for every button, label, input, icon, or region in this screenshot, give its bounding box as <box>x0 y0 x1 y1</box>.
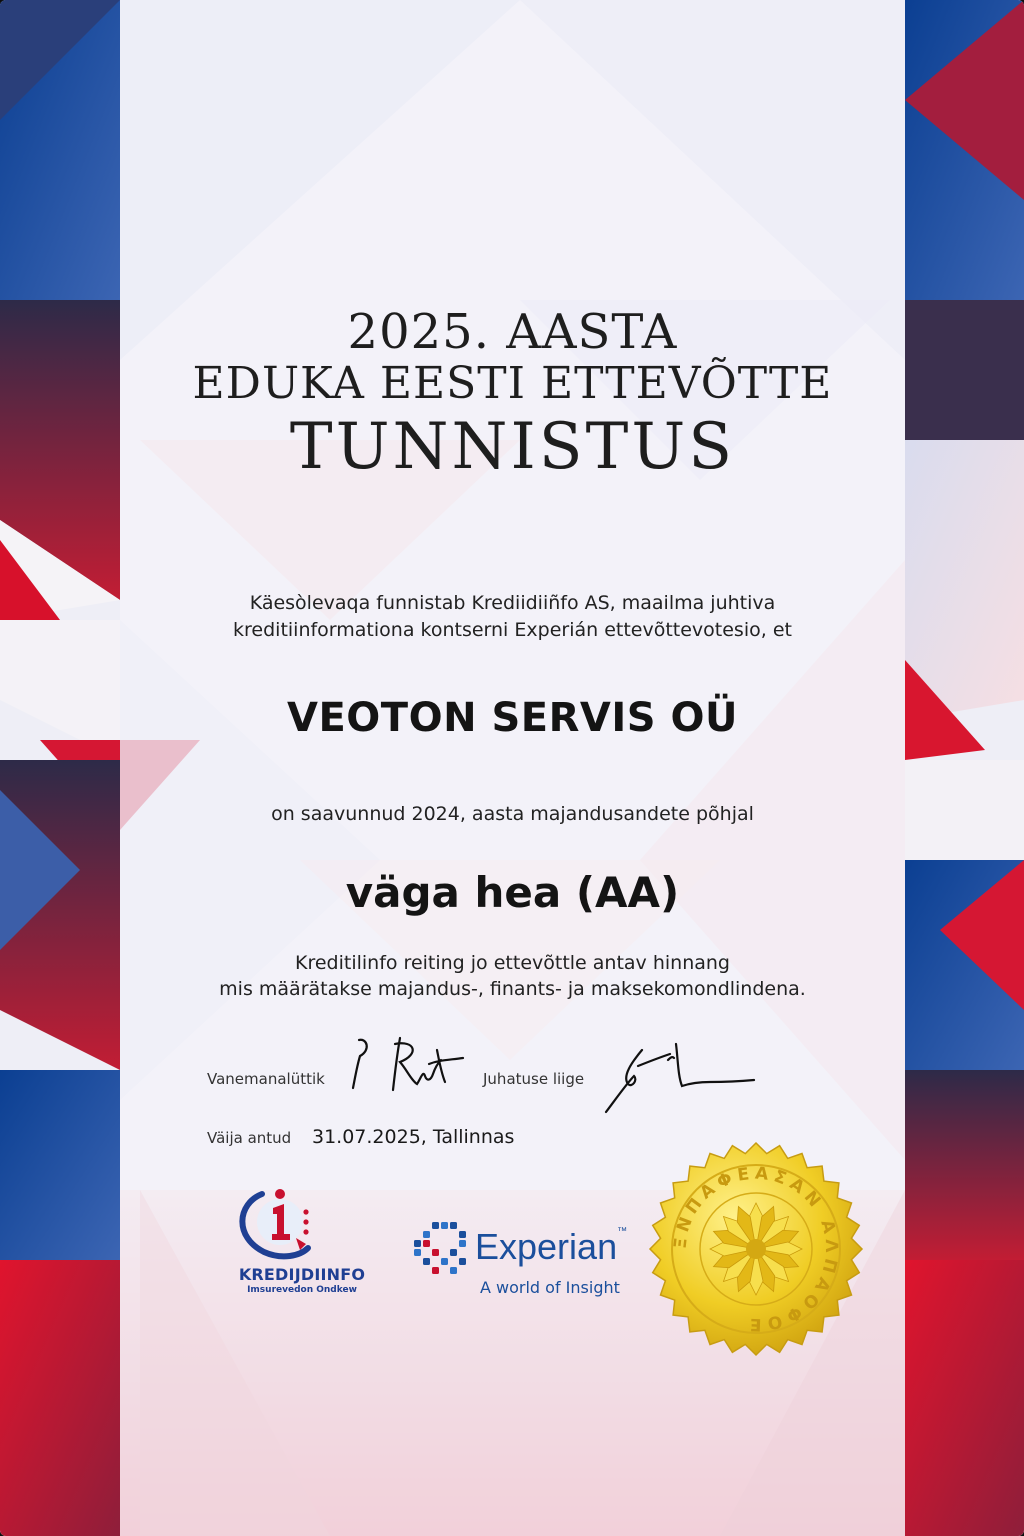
rating-text: väga hea (AA) <box>345 868 680 917</box>
title-subject: EDUKA EESTI ETTEVÕTTE <box>192 358 833 409</box>
intro-line-1: Käesòlevaqa funnistab Krediidiiñfo AS, maailma juhtiva <box>249 592 776 614</box>
title-certificate: TUNNISTUS <box>289 410 736 484</box>
seal-cornflower <box>710 1203 802 1295</box>
kredit-logo-subtitle: Imsurevedon Ondkew <box>247 1285 357 1295</box>
kredit-logo <box>222 1182 382 1307</box>
rating-description <box>120 950 905 1002</box>
gold-seal-icon <box>648 1141 864 1357</box>
experian-dots-icon <box>410 1220 472 1282</box>
intro-text <box>120 590 905 644</box>
basis-text: on saavunnud 2024, aasta majandusandete põhjal <box>271 803 754 825</box>
company-name: VEOTON SERVIS OÜ <box>287 695 738 741</box>
experian-name <box>475 1226 627 1268</box>
issue-label: Väija antud <box>207 1129 292 1147</box>
issue-date-place: 31.07.2025, Tallinnas <box>312 1126 515 1148</box>
signature-analyst <box>345 1030 470 1095</box>
title-year: 2025. AASTA <box>347 304 678 360</box>
experian-tagline: A world of Insight <box>480 1278 620 1297</box>
seal-text: ΞΝΠΑΦΕΑΣΑΝ ΑΛΠΑΟΦΟΕ <box>670 1163 842 1335</box>
kredit-logo-name: KREDIJDIINFO <box>238 1265 366 1284</box>
description-line-2: mis määrätakse majandus-, finants- ja maksekomondlindena. <box>219 978 806 1000</box>
signature-board-member <box>598 1036 758 1120</box>
experian-logo <box>410 1218 640 1303</box>
signature-label-board: Juhatuse liige <box>483 1070 585 1088</box>
signature-label-analyst: Vanemanalüttik <box>207 1070 325 1088</box>
kredit-info-icon <box>222 1182 382 1267</box>
description-line-1: Kreditilinfo reiting jo ettevõttle antav hinnang <box>294 952 730 974</box>
experian-trademark: ™ <box>617 1226 628 1237</box>
intro-line-2: kreditiinformationa kontserni Experián ettevõttevotesio, et <box>233 619 792 641</box>
experian-name-text: Experian <box>475 1226 618 1267</box>
